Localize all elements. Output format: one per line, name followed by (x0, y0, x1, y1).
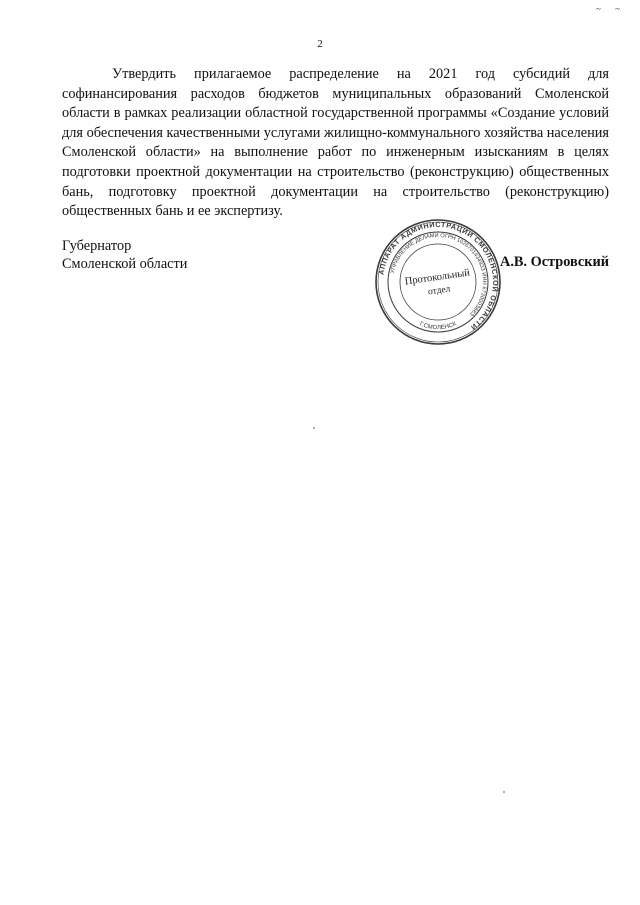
page-number: 2 (317, 38, 323, 50)
signatory-name: А.В. Островский (500, 254, 609, 270)
signatory-role-line1: Губернатор (62, 238, 132, 254)
stamp-bottom-text: Г.СМОЛЕНСК (418, 321, 458, 332)
signatory-role-line2: Смоленской области (62, 256, 188, 272)
stamp-inner-text: УПРАВЛЕНИЕ ДЕЛАМИ ОГРН 1026701434933 ИНН 6730003683 (389, 232, 488, 317)
scan-speck (503, 791, 505, 793)
stamp-center-line2: отдел (427, 284, 452, 298)
body-paragraph: Утвердить прилагаемое распределение на 2021 год субсидий для софинансирования расходов бюджетов муниципальных образований Смоленской области в рамках реализации областной государственной программы «Создание условий для обеспечения качественными услугами жилищно-коммунального хозяйства населения Смоленской области» на выполнение работ по инженерным изысканиям в целях подготовки проектной документации на строительство (реконструкцию) общественных бань, подготовку проектной документации на строительство (реконструкцию) общественных бань и ее экспертизу. (62, 66, 609, 220)
official-seal-stamp (373, 217, 503, 347)
stamp-outer-text: АППАРАТ АДМИНИСТРАЦИИ СМОЛЕНСКОЙ ОБЛАСТИ (376, 219, 501, 333)
stamp-center-line1: Протокольный (404, 267, 471, 288)
corner-mark: ~ ~ (596, 4, 626, 14)
scan-speck (313, 427, 315, 429)
signatory-role (62, 237, 187, 273)
